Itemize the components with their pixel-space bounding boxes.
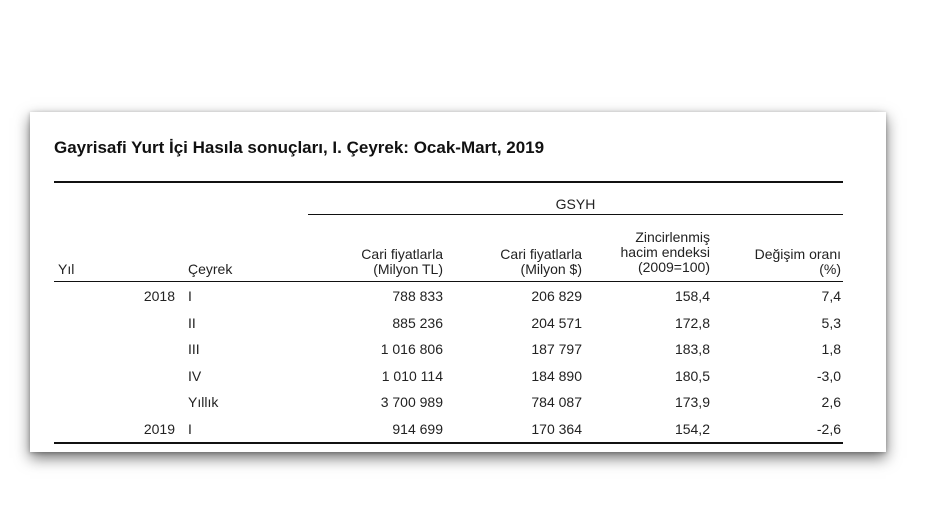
header-chained-volume-line2: hacim endeksi <box>620 244 710 260</box>
cell-year: 2018 <box>143 288 175 304</box>
header-current-usd-line1: Cari fiyatlarla <box>500 246 582 262</box>
cell-chained-index: 158,4 <box>674 288 710 304</box>
cell-year: 2019 <box>143 421 175 437</box>
cell-quarter: I <box>188 421 192 437</box>
header-current-tl-line1: Cari fiyatlarla <box>361 246 443 262</box>
cell-current-tl: 1 016 806 <box>380 341 443 357</box>
cell-current-usd: 204 571 <box>531 315 582 331</box>
gsyh-group-header: GSYH <box>555 196 596 212</box>
cell-chained-index: 173,9 <box>674 394 710 410</box>
cell-quarter: IV <box>188 368 202 384</box>
header-change-rate-line2: (%) <box>819 261 841 277</box>
cell-current-tl: 1 010 114 <box>381 368 443 384</box>
cell-change-rate: 7,4 <box>821 288 841 304</box>
cell-chained-index: 172,8 <box>674 315 710 331</box>
table-card <box>30 112 886 452</box>
top-rule <box>54 181 843 183</box>
header-year: Yıl <box>58 261 75 277</box>
cell-change-rate: 1,8 <box>821 341 841 357</box>
header-chained-volume <box>621 230 711 275</box>
cell-change-rate: 5,3 <box>821 315 841 331</box>
cell-change-rate: 2,6 <box>821 394 841 410</box>
bottom-rule <box>54 442 843 444</box>
gsyh-rule <box>308 214 843 215</box>
header-quarter: Çeyrek <box>188 261 233 277</box>
cell-current-tl: 3 700 989 <box>380 394 443 410</box>
cell-quarter: II <box>188 315 196 331</box>
cell-change-rate: -3,0 <box>816 368 841 384</box>
header-chained-volume-line3: (2009=100) <box>637 259 710 275</box>
cell-current-tl: 885 236 <box>392 315 443 331</box>
header-current-usd-line2: (Milyon $) <box>520 261 582 277</box>
header-chained-volume-line1: Zincirlenmiş <box>635 229 710 245</box>
header-current-tl <box>361 247 443 277</box>
cell-current-usd: 784 087 <box>531 394 582 410</box>
cell-current-usd: 187 797 <box>531 341 582 357</box>
cell-chained-index: 154,2 <box>674 421 710 437</box>
cell-quarter: III <box>188 341 200 357</box>
cell-chained-index: 183,8 <box>674 341 710 357</box>
cell-quarter: I <box>188 288 192 304</box>
cell-current-usd: 206 829 <box>531 288 582 304</box>
cell-quarter: Yıllık <box>188 394 219 410</box>
header-change-rate <box>755 247 841 277</box>
cell-current-usd: 184 890 <box>531 368 582 384</box>
cell-current-tl: 788 833 <box>392 288 443 304</box>
header-current-usd <box>500 247 582 277</box>
header-current-tl-line2: (Milyon TL) <box>373 261 443 277</box>
header-change-rate-line1: Değişim oranı <box>754 246 841 262</box>
table-title: Gayrisafi Yurt İçi Hasıla sonuçları, I. Çeyrek: Ocak-Mart, 2019 <box>54 138 545 157</box>
cell-current-tl: 914 699 <box>392 421 443 437</box>
cell-chained-index: 180,5 <box>674 368 710 384</box>
header-rule <box>54 281 843 282</box>
cell-current-usd: 170 364 <box>531 421 582 437</box>
cell-change-rate: -2,6 <box>816 421 841 437</box>
